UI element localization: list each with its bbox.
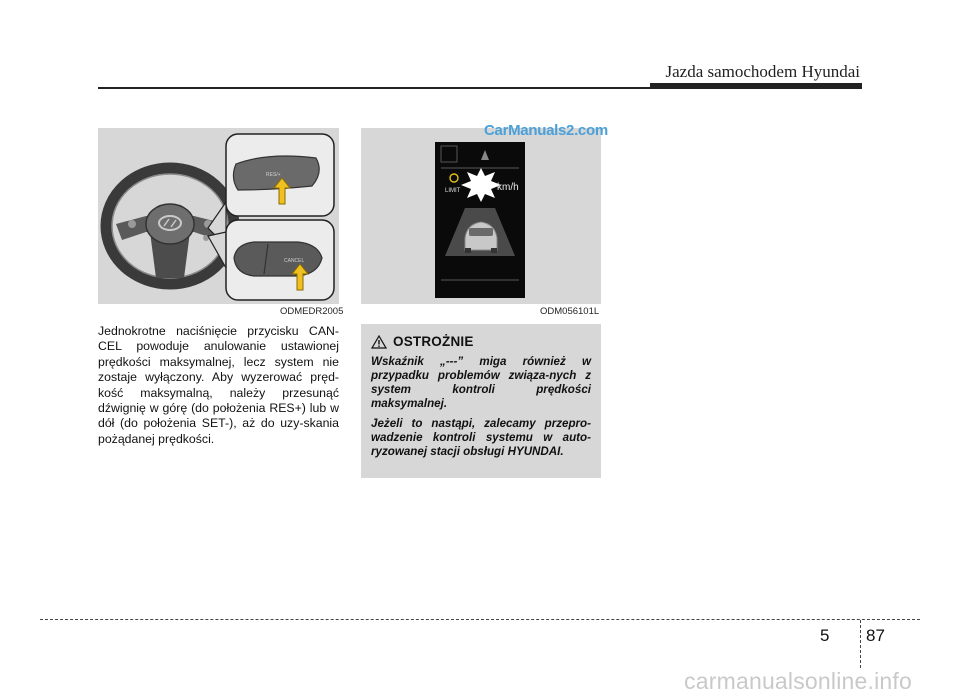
- warning-triangle-icon: [371, 335, 387, 349]
- caution-paragraph-1: Wskaźnik „---” miga również w przypadku problemów związa-nych z system kontroli prędkości maksymalnej.: [371, 355, 591, 410]
- figure-caption-left: ODMEDR2005: [280, 306, 344, 317]
- cancel-label: CANCEL: [284, 258, 305, 264]
- page-number: 87: [866, 626, 885, 645]
- caution-header: [371, 334, 591, 349]
- limit-label: LIMIT: [445, 188, 461, 194]
- cluster-display-figure: [361, 128, 601, 304]
- header-tab: [650, 83, 862, 89]
- site-watermark: carmanualsonline.info: [684, 668, 912, 694]
- figure-caption-right: ODM056101L: [540, 306, 600, 317]
- watermark: CarManuals2.com: [484, 122, 608, 139]
- steering-wheel-figure: [98, 128, 339, 304]
- caution-title: OSTROŻNIE: [393, 334, 474, 349]
- caution-paragraph-2: Jeżeli to nastąpi, zalecamy przepro-wadzenie kontroli systemu w auto-ryzowanej stacji obsługi HYUNDAI.: [371, 417, 591, 458]
- section-number: 5: [820, 626, 830, 645]
- page-divider: [860, 620, 861, 668]
- body-paragraph: Jednokrotne naciśnięcie przycisku CAN-CEL powoduje anulowanie ustawionej prędkości maksymalnej, lecz system nie zostaje wyłączony. Aby wyzerować pręd-kość maksymalną, należy przesunąć dźwignię w górę (do położenia RES+) lub w dół (do położenia SET-), aż do uzy-skania pożądanej prędkości.: [98, 324, 339, 446]
- cancel-button: [234, 242, 322, 276]
- steering-hub: [146, 204, 194, 244]
- cluster-display-illustration: [361, 128, 601, 304]
- steering-wheel-illustration: [98, 128, 339, 304]
- footer-rule: [40, 619, 920, 620]
- res-plus-label: RES/+: [266, 172, 281, 178]
- speed-unit: km/h: [497, 182, 519, 193]
- header-title: Jazda samochodem Hyundai: [665, 62, 860, 81]
- caution-box: [361, 324, 601, 478]
